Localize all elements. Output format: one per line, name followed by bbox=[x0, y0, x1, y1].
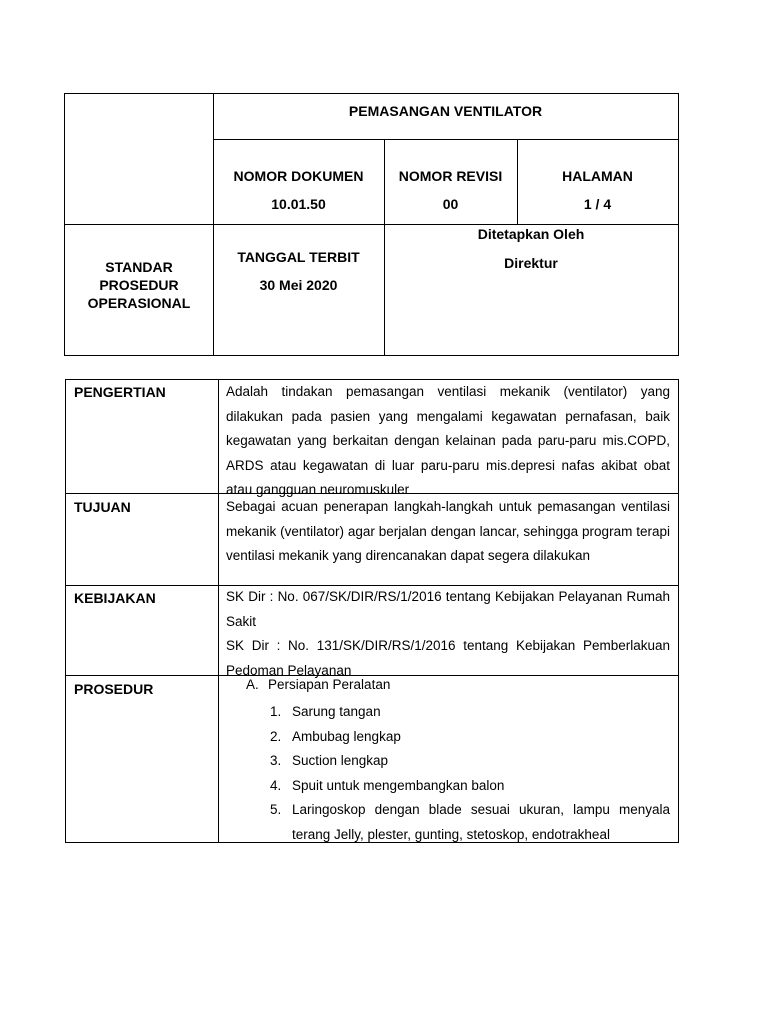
list-item-text: Ambubag lengkap bbox=[292, 728, 401, 744]
list-item bbox=[270, 749, 670, 774]
list-item bbox=[270, 798, 670, 847]
sop-line-1: STANDAR bbox=[105, 259, 173, 275]
list-item-num: 1. bbox=[270, 704, 282, 719]
content-table bbox=[65, 379, 679, 843]
tujuan-text: Sebagai acuan penerapan langkah-langkah untuk pemasangan ventilasi mekanik (ventilator) agar berjalan dengan lancar, sehingga program terapi ventilasi mekanik yang direncanakan dapat segera dilakukan bbox=[226, 499, 670, 563]
kebijakan-text-1: SK Dir : No. 067/SK/DIR/RS/1/2016 tentang Kebijakan Pelayanan Rumah Sakit bbox=[226, 589, 670, 629]
pengertian-text: Adalah tindakan pemasangan ventilasi mekanik (ventilator) yang dilakukan pada pasien yang mengalami kegawatan pernafasan, baik kegawatan yang berkaitan dengan kelainan pada paru-paru mis.COPD, ARDS atau kegawatan di luar paru-paru mis.depresi nafas akibat obat atau gangguan neuromuskuler bbox=[226, 384, 670, 497]
document-title: PEMASANGAN VENTILATOR bbox=[348, 103, 543, 119]
nomor-revisi-value: 00 bbox=[442, 196, 459, 212]
prosedur-label: PROSEDUR bbox=[74, 681, 154, 697]
list-item-num: 2. bbox=[270, 728, 282, 744]
nomor-revisi-label: NOMOR REVISI bbox=[398, 168, 503, 184]
ditetapkan-label: Ditetapkan Oleh bbox=[477, 226, 585, 242]
tanggal-terbit-value: 30 Mei 2020 bbox=[259, 277, 338, 293]
tujuan-label: TUJUAN bbox=[74, 499, 131, 515]
kebijakan-text bbox=[226, 585, 670, 683]
list-item bbox=[270, 700, 670, 725]
list-item-text: Suction lengkap bbox=[292, 753, 389, 768]
tanggal-terbit-label: TANGGAL TERBIT bbox=[237, 249, 360, 265]
pengertian-label: PENGERTIAN bbox=[74, 384, 166, 400]
list-item-num: 3. bbox=[270, 753, 282, 768]
prosedur-heading-num: A. bbox=[246, 677, 259, 692]
sop-label bbox=[65, 258, 213, 312]
nomor-dokumen-label: NOMOR DOKUMEN bbox=[233, 168, 364, 184]
halaman-value: 1 / 4 bbox=[583, 196, 612, 212]
list-item-num: 5. bbox=[270, 802, 282, 817]
list-item-text: Spuit untuk mengembangkan balon bbox=[292, 777, 505, 793]
list-item-text: Sarung tangan bbox=[292, 704, 381, 719]
list-item-num: 4. bbox=[270, 777, 282, 793]
ditetapkan-value: Direktur bbox=[504, 255, 558, 271]
sop-line-2: PROSEDUR bbox=[99, 277, 179, 293]
kebijakan-text-2: SK Dir : No. 131/SK/DIR/RS/1/2016 tentang Kebijakan Pemberlakuan Pedoman Pelayanan bbox=[226, 638, 670, 678]
sop-line-3: OPERASIONAL bbox=[87, 295, 191, 311]
header-table bbox=[64, 93, 679, 356]
halaman-label: HALAMAN bbox=[562, 168, 633, 184]
prosedur-list bbox=[270, 700, 670, 847]
list-item-text: Laringoskop dengan blade sesuai ukuran, lampu menyala terang Jelly, plester, gunting, stetoskop, endotrakheal bbox=[292, 802, 670, 842]
list-item bbox=[270, 725, 670, 750]
list-item bbox=[270, 774, 670, 799]
prosedur-heading-text: Persiapan Peralatan bbox=[268, 677, 391, 692]
kebijakan-label: KEBIJAKAN bbox=[74, 590, 156, 606]
nomor-dokumen-value: 10.01.50 bbox=[271, 196, 326, 212]
prosedur-heading bbox=[246, 676, 390, 694]
